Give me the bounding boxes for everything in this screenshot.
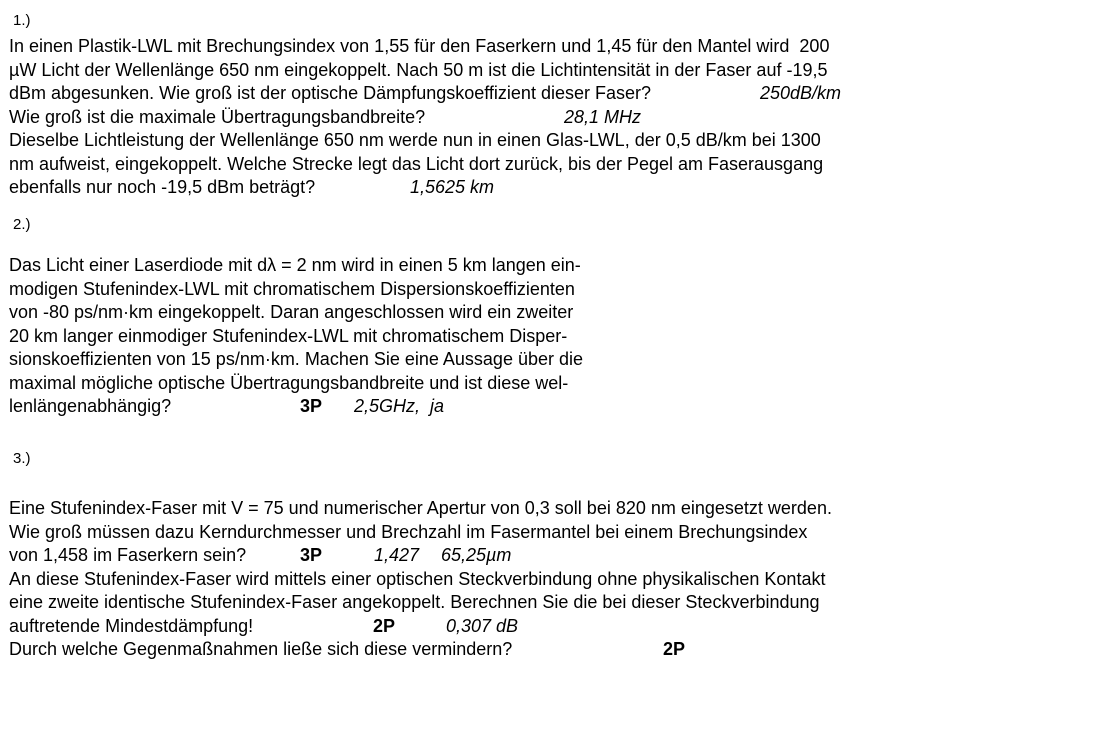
q2-line-7 [9,395,583,419]
q1-line-5: Dieselbe Lichtleistung der Wellenlänge 650 nm werde nun in einen Glas-LWL, der 0,5 dB/km bei 1300 [9,130,821,150]
q2-line-3: von -80 ps/nm·km eingekoppelt. Daran angeschlossen wird ein zweiter [9,302,574,322]
q3-points-b: 2P [373,615,396,636]
q2-line-2: modigen Stufenindex-LWL mit chromatischem Dispersionskoeffizienten [9,278,575,299]
q3-points-c: 2P [663,639,686,659]
q3-line-4: An diese Stufenindex-Faser wird mittels einer optischen Steckverbindung ohne physikalischen Kontakt [9,568,826,589]
q3-line-5: eine zweite identische Stufenindex-Faser angekoppelt. Berechnen Sie die bei dieser Steckverbindung [9,592,820,612]
q3-line-7-text: Durch welche Gegenmaßnahmen ließe sich diese vermindern? [9,639,513,659]
question-2-number: 2.) [13,216,31,233]
question-3-number: 3.) [13,450,31,467]
q1-answer-bandwidth: 28,1 MHz [564,106,642,127]
question-2-text [9,254,583,419]
q3-answer-a1: 1,427 [374,545,420,565]
q2-line-1: Das Licht einer Laserdiode mit dλ = 2 nm wird in einen 5 km langen ein- [9,255,581,275]
q2-answer: 2,5GHz, ja [354,396,445,416]
q3-line-3 [9,544,832,568]
q2-line-4: 20 km langer einmodiger Stufenindex-LWL mit chromatischem Disper- [9,325,568,346]
q2-line-7-text: lenlängenabhängig? [9,396,172,416]
q3-line-3-text: von 1,458 im Faserkern sein? [9,545,247,565]
q1-line-1: In einen Plastik-LWL mit Brechungsindex von 1,55 für den Faserkern und 1,45 für den Mantel wird 200 [9,36,830,56]
q3-line-2: Wie groß müssen dazu Kerndurchmesser und Brechzahl im Fasermantel bei einem Brechungsindex [9,521,808,542]
q1-line-3-text: dBm abgesunken. Wie groß ist der optische Dämpfungskoeffizient dieser Faser? [9,83,651,103]
q3-line-6-text: auftretende Mindestdämpfung! [9,615,254,636]
q2-line-5: sionskoeffizienten von 15 ps/nm·km. Machen Sie eine Aussage über die [9,349,584,369]
q1-line-7-text: ebenfalls nur noch -19,5 dBm beträgt? [9,177,316,197]
q3-line-6 [9,615,832,639]
q3-points-a: 3P [300,545,323,565]
question-1-text [9,35,842,200]
q1-line-4-text: Wie groß ist die maximale Übertragungsbandbreite? [9,106,426,127]
q3-line-7 [9,638,832,662]
q1-line-6: nm aufweist, eingekoppelt. Welche Strecke legt das Licht dort zurück, bis der Pegel am Faserausgang [9,153,824,174]
question-1-number: 1.) [13,12,31,29]
q1-line-4 [9,106,829,130]
q1-answer-distance: 1,5625 km [410,177,495,197]
q3-line-1: Eine Stufenindex-Faser mit V = 75 und numerischer Apertur von 0,3 soll bei 820 nm eingesetzt werden. [9,498,832,518]
q1-line-2: µW Licht der Wellenlänge 650 nm eingekoppelt. Nach 50 m ist die Lichtintensität in der Faser auf -19,5 [9,59,828,80]
q1-line-7 [9,176,829,200]
q2-points: 3P [300,396,323,416]
q1-answer-attenuation: 250dB/km [760,83,842,103]
q3-answer-a2: 65,25µm [441,545,512,565]
q2-line-6: maximal mögliche optische Übertragungsbandbreite und ist diese wel- [9,372,569,393]
q1-line-3 [9,82,842,106]
q3-answer-b: 0,307 dB [446,615,519,636]
question-3-text [9,497,832,662]
